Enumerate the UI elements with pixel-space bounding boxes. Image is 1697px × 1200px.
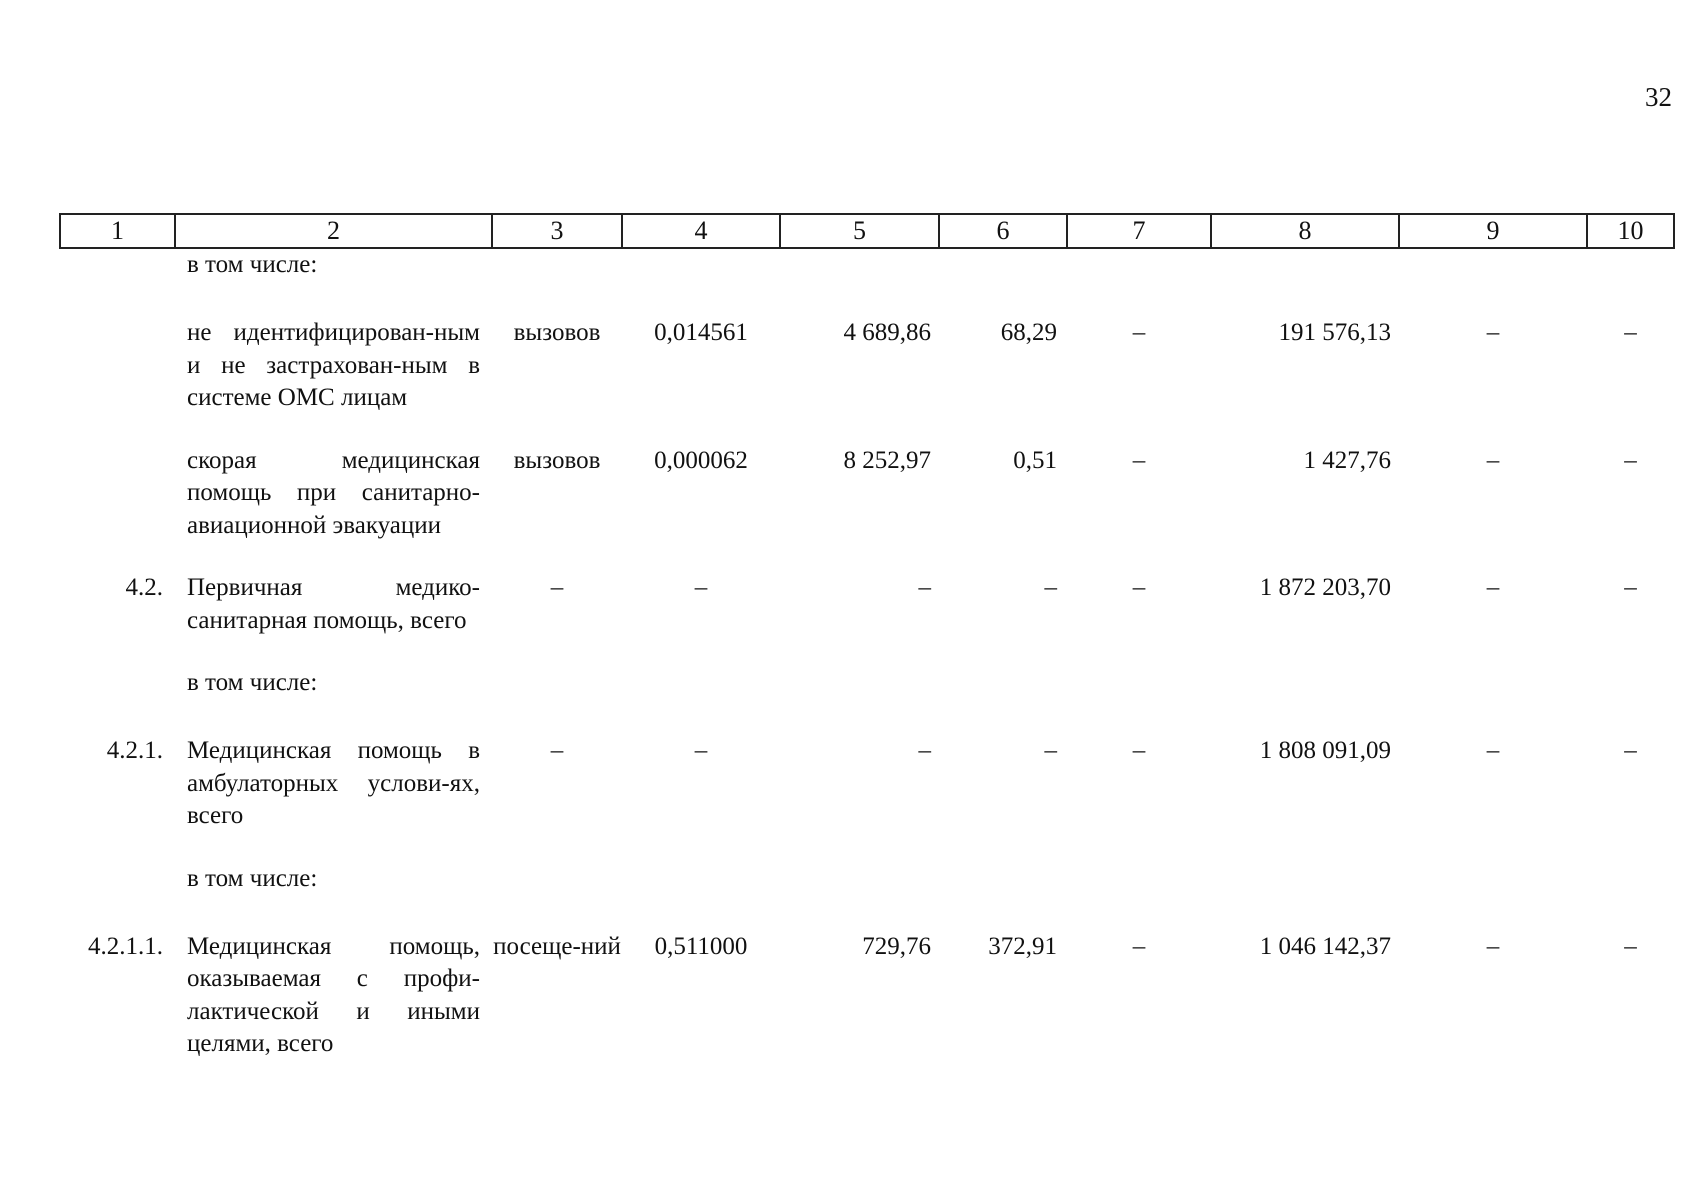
- row-label: в том числе:: [187, 864, 318, 892]
- table-row: [60, 735, 1674, 833]
- row-number: 4.2.: [125, 574, 163, 601]
- value-cell: –: [1486, 446, 1500, 474]
- value-cell: –: [1486, 319, 1500, 346]
- value-cell: –: [918, 737, 931, 764]
- column-header: 3: [492, 214, 622, 248]
- value-cell: 372,91: [988, 932, 1057, 960]
- table-row: [60, 248, 1674, 317]
- value-cell: 729,76: [862, 932, 931, 960]
- value-cell: 4 689,86: [843, 319, 931, 346]
- value-cell: –: [1044, 737, 1057, 764]
- value-cell: –: [1132, 446, 1146, 474]
- column-header: 9: [1399, 214, 1587, 248]
- value-cell: 1 808 091,09: [1259, 737, 1391, 764]
- value-cell: –: [1132, 319, 1146, 346]
- value-cell: –: [694, 574, 708, 601]
- column-header: 7: [1067, 214, 1211, 248]
- unit-cell: посеще-ний: [493, 932, 621, 960]
- value-cell: 0,511000: [654, 932, 748, 960]
- unit-cell: –: [550, 574, 564, 601]
- value-cell: 191 576,13: [1278, 319, 1391, 346]
- column-header: 2: [175, 214, 492, 248]
- value-cell: –: [1486, 574, 1500, 601]
- value-cell: –: [1624, 446, 1637, 474]
- value-cell: –: [1132, 932, 1146, 960]
- table-row: [60, 317, 1674, 415]
- column-header: 4: [622, 214, 780, 248]
- row-label: в том числе:: [187, 251, 318, 278]
- row-number: [60, 863, 175, 931]
- unit-cell: вызовов: [513, 319, 601, 346]
- column-header: 1: [60, 214, 175, 248]
- unit-cell: вызовов: [513, 446, 601, 474]
- row-number: [60, 317, 175, 415]
- value-cell: –: [1624, 737, 1637, 764]
- value-cell: –: [1624, 574, 1637, 601]
- unit-cell: –: [550, 737, 564, 764]
- value-cell: –: [1486, 932, 1500, 960]
- row-number: [60, 445, 175, 543]
- value-cell: –: [1132, 574, 1146, 601]
- table-row: [60, 863, 1674, 931]
- row-number: [60, 248, 175, 317]
- value-cell: 0,000062: [654, 446, 748, 474]
- row-number: 4.2.1.: [106, 737, 163, 764]
- row-label: не идентифицирован-ным и не застрахован-ным в системе ОМС лицам: [187, 319, 480, 411]
- column-header: 5: [780, 214, 939, 248]
- value-cell: –: [1486, 737, 1500, 764]
- value-cell: –: [1624, 932, 1637, 960]
- value-cell: –: [694, 737, 708, 764]
- value-cell: 0,51: [1013, 446, 1057, 474]
- column-header: 10: [1587, 214, 1674, 248]
- value-cell: –: [1624, 319, 1637, 346]
- table-body: [60, 248, 1674, 1061]
- page-number: 32: [1645, 82, 1672, 112]
- row-label: в том числе:: [187, 669, 318, 696]
- row-label: Медицинская помощь, оказываемая с профи-лактической и иными целями, всего: [187, 932, 480, 1057]
- value-cell: 0,014561: [654, 319, 748, 346]
- value-cell: 1 872 203,70: [1259, 574, 1391, 601]
- table-row: [60, 572, 1674, 637]
- value-cell: 1 046 142,37: [1259, 932, 1391, 960]
- column-header: 6: [939, 214, 1067, 248]
- value-cell: –: [1044, 574, 1057, 601]
- value-cell: 8 252,97: [843, 446, 931, 474]
- table-header: [60, 214, 1674, 248]
- value-cell: 68,29: [1000, 319, 1057, 346]
- row-label: Медицинская помощь в амбулаторных услови-ях, всего: [187, 737, 480, 829]
- table-row: [60, 445, 1674, 543]
- data-table: [59, 213, 1675, 1061]
- value-cell: –: [1132, 737, 1146, 764]
- row-number: 4.2.1.1.: [88, 932, 163, 960]
- table-row: [60, 931, 1674, 1061]
- value-cell: –: [918, 574, 931, 601]
- table-row: [60, 667, 1674, 735]
- column-header: 8: [1211, 214, 1399, 248]
- row-number: [60, 667, 175, 735]
- row-label: скорая медицинская помощь при санитарно-авиационной эвакуации: [187, 446, 480, 539]
- value-cell: 1 427,76: [1303, 446, 1391, 474]
- row-label: Первичная медико-санитарная помощь, всего: [187, 574, 480, 634]
